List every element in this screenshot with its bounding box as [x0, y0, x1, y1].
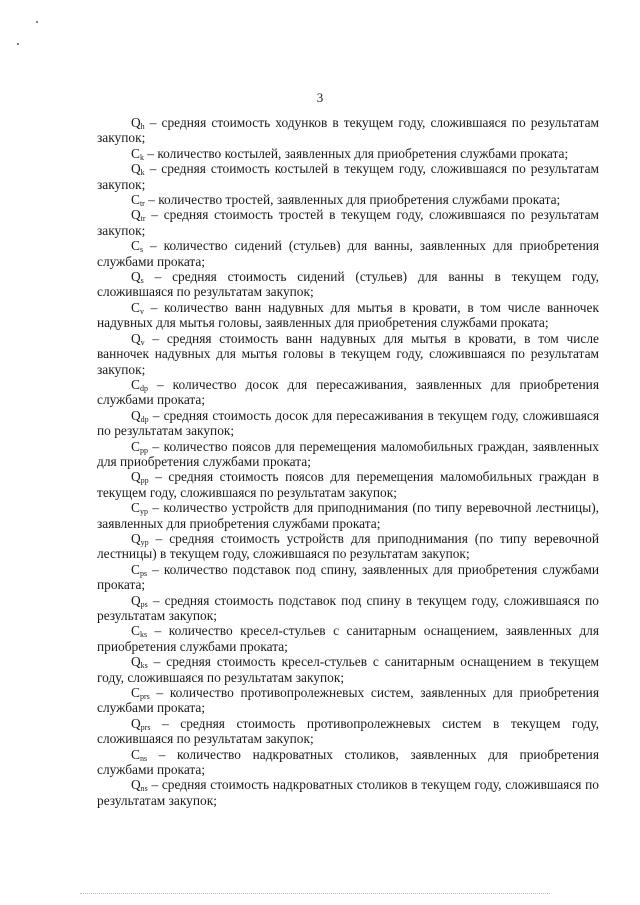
variable-symbol: [131, 562, 147, 577]
variable-symbol: [131, 408, 149, 423]
variable-symbol: [131, 654, 148, 669]
variable-symbol: [131, 192, 145, 207]
variable-letter: C: [131, 685, 140, 701]
variable-subscript: prs: [140, 722, 151, 732]
variable-symbol: [131, 146, 144, 161]
definition-text: – средняя стоимость ходунков в текущем году, сложившаяся по результатам закупок;: [97, 115, 599, 146]
definition-text: – средняя стоимость костылей в текущем году, сложившаяся по результатам закупок;: [97, 161, 599, 192]
variable-symbol: [131, 469, 149, 484]
definition-text: – средняя стоимость надкроватных столиков в текущем году, сложившаяся по результатам закупок;: [97, 777, 599, 808]
variable-letter: C: [131, 500, 140, 516]
definition-text: – количество досок для пересаживания, заявленных для приобретения службами проката;: [97, 376, 599, 408]
definition-paragraph: [97, 115, 599, 146]
definition-text: – количество тростей, заявленных для приобретения службами проката;: [144, 192, 561, 208]
definition-text: – количество поясов для перемещения маломобильных граждан, заявленных для приобретения службами проката;: [97, 438, 599, 469]
definition-text: – количество противопролежневых систем, заявленных для приобретения службами проката;: [97, 685, 599, 716]
definition-paragraph: [97, 531, 599, 562]
variable-subscript: ks: [139, 630, 148, 640]
variable-subscript: k: [139, 152, 144, 162]
definition-text: – средняя стоимость досок для пересаживания в текущем году, сложившаяся по результатам закупок;: [97, 407, 599, 439]
variable-subscript: s: [139, 245, 144, 255]
variable-symbol: [131, 716, 150, 731]
variable-subscript: h: [140, 122, 145, 131]
variable-letter: Q: [131, 115, 141, 130]
document-body: [97, 115, 599, 808]
definition-paragraph: [97, 439, 599, 470]
definition-paragraph: [97, 300, 599, 331]
variable-letter: Q: [131, 654, 141, 670]
variable-subscript: yp: [140, 537, 149, 547]
definition-paragraph: [97, 562, 599, 593]
variable-letter: C: [131, 192, 140, 208]
variable-subscript: k: [140, 168, 145, 178]
variable-subscript: pp: [140, 476, 149, 486]
variable-letter: Q: [131, 407, 141, 423]
variable-letter: Q: [131, 715, 141, 731]
variable-symbol: [131, 115, 145, 130]
definition-paragraph: [97, 331, 599, 377]
variable-subscript: v: [140, 337, 145, 347]
variable-letter: C: [131, 376, 140, 392]
definition-text: – средняя стоимость противопролежневых систем в текущем году, сложившаяся по результатам закупок;: [97, 715, 599, 747]
variable-letter: Q: [131, 330, 141, 346]
definition-paragraph: [97, 161, 599, 192]
definition-text: – количество ванн надувных для мытья в кровати, в том числе ванночек надувных для мытья головы, заявленных для приобретения службами проката;: [97, 299, 599, 331]
variable-subscript: s: [140, 276, 144, 286]
variable-letter: C: [131, 746, 140, 762]
variable-subscript: prs: [139, 692, 150, 702]
variable-subscript: yp: [139, 507, 148, 517]
definition-text: – средняя стоимость подставок под спину в текущем году, сложившаяся по результатам закупок;: [97, 592, 599, 623]
definition-paragraph: [97, 685, 599, 716]
variable-symbol: [131, 331, 145, 346]
variable-symbol: [131, 377, 148, 392]
variable-letter: C: [131, 561, 140, 577]
variable-symbol: [131, 777, 148, 792]
variable-subscript: ks: [140, 661, 148, 671]
variable-symbol: [131, 238, 143, 253]
variable-letter: Q: [131, 592, 141, 608]
definition-paragraph: [97, 192, 599, 207]
variable-symbol: [131, 500, 148, 515]
variable-symbol: [131, 161, 145, 176]
variable-letter: C: [131, 438, 140, 454]
variable-symbol: [131, 531, 149, 546]
variable-letter: C: [131, 299, 140, 315]
definition-paragraph: [97, 716, 599, 747]
variable-symbol: [131, 685, 150, 700]
variable-letter: C: [131, 623, 140, 639]
definition-text: – количество костылей, заявленных для приобретения службами проката;: [143, 145, 569, 161]
variable-subscript: ps: [140, 599, 148, 609]
variable-symbol: [131, 300, 144, 315]
page-number: 3: [316, 90, 324, 105]
variable-letter: C: [131, 145, 140, 161]
definition-text: – средняя стоимость ванн надувных для мытья в кровати, в том числе ванночек надувных для мытья головы в текущем году, сложившаяся по результатам закупок;: [97, 330, 599, 377]
definition-paragraph: [97, 777, 599, 808]
definition-text: – количество надкроватных столиков, заявленных для приобретения службами проката;: [97, 746, 599, 778]
definition-text: – средняя стоимость устройств для приподнимания (по типу веревочной лестницы) в текущем году, сложившаяся по результатам закупок;: [97, 530, 599, 562]
definition-text: – средняя стоимость сидений (стульев) для ванны в текущем году, сложившаяся по результатам закупок;: [97, 269, 599, 300]
variable-subscript: dp: [140, 414, 149, 424]
definition-paragraph: [97, 377, 599, 408]
definition-text: – количество устройств для приподнимания (по типу веревочной лестницы), заявленных для приобретения службами проката;: [97, 500, 599, 531]
variable-subscript: ns: [140, 784, 148, 794]
definition-paragraph: [97, 207, 599, 238]
variable-symbol: [131, 747, 147, 762]
variable-letter: Q: [131, 269, 141, 285]
definition-paragraph: [97, 469, 599, 500]
definition-paragraph: [97, 500, 599, 531]
variable-letter: Q: [131, 207, 141, 223]
variable-symbol: [131, 439, 148, 454]
variable-subscript: tr: [139, 199, 145, 209]
variable-letter: C: [131, 238, 140, 254]
definition-paragraph: [97, 408, 599, 439]
scan-speck: [36, 21, 38, 23]
definition-text: – количество сидений (стульев) для ванны, заявленных для приобретения службами проката;: [97, 238, 599, 269]
variable-subscript: tr: [140, 214, 146, 224]
definition-paragraph: [97, 623, 599, 654]
variable-subscript: pp: [139, 445, 148, 455]
variable-letter: Q: [131, 530, 141, 546]
variable-symbol: [131, 269, 144, 284]
variable-letter: Q: [131, 469, 141, 485]
definition-paragraph: [97, 269, 599, 300]
variable-subscript: v: [139, 306, 144, 316]
definition-paragraph: [97, 146, 599, 161]
definition-text: – средняя стоимость кресел-стульев с санитарным оснащением в текущем году, сложившаяся по результатам закупок;: [97, 654, 599, 685]
definition-text: – количество подставок под спину, заявленных для приобретения службами проката;: [97, 561, 599, 593]
definition-paragraph: [97, 593, 599, 624]
definition-paragraph: [97, 747, 599, 778]
definition-paragraph: [97, 654, 599, 685]
definition-text: – количество кресел-стульев с санитарным оснащением, заявленных для приобретения службами проката;: [97, 623, 599, 654]
scan-speck: [17, 43, 19, 45]
variable-subscript: ps: [139, 568, 148, 578]
variable-symbol: [131, 593, 148, 608]
variable-letter: Q: [131, 777, 141, 793]
definition-paragraph: [97, 238, 599, 269]
variable-subscript: ns: [139, 753, 148, 763]
page-bottom-edge: [80, 893, 550, 894]
variable-symbol: [131, 623, 147, 638]
definition-text: – средняя стоимость поясов для перемещения маломобильных граждан в текущем году, сложившаяся по результатам закупок;: [97, 469, 599, 500]
variable-symbol: [131, 207, 146, 222]
variable-letter: Q: [131, 161, 141, 177]
definition-text: – средняя стоимость тростей в текущем году, сложившаяся по результатам закупок;: [97, 207, 599, 238]
variable-subscript: dp: [139, 383, 148, 393]
